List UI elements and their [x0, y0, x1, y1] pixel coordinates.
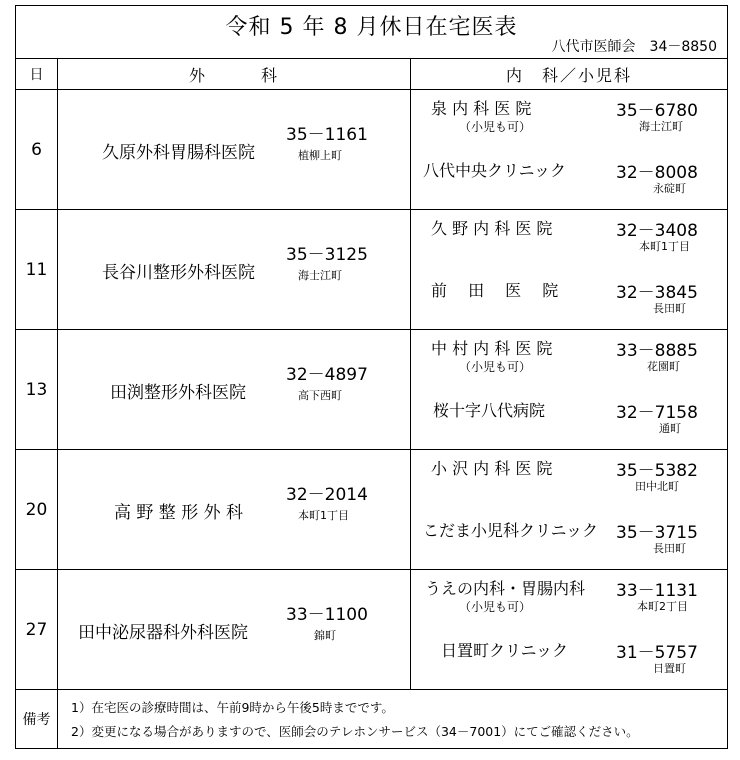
internal-clinic-name: 日置町クリニック [441, 641, 569, 660]
remark-item: 1）在宅医の診療時間は、午前9時から午後5時までです。 [71, 700, 394, 715]
surgery-town: 高下西町 [298, 389, 342, 402]
internal-phone: 35－3715 [616, 523, 698, 543]
internal-clinic-name: 桜十字八代病院 [433, 401, 546, 420]
internal-clinic [411, 152, 727, 212]
surgery-clinic-name: 長谷川整形外科医院 [102, 263, 255, 283]
internal-phone: 35－6780 [616, 101, 698, 121]
internal-phone: 33－8885 [616, 341, 698, 361]
internal-clinic-name: 中 村 内 科 医 院 [431, 339, 553, 358]
internal-town: 花園町 [647, 360, 680, 373]
internal-clinic-name: 八代中央クリニック [423, 161, 567, 180]
day-cell: 20 [16, 450, 58, 569]
surgery-clinic-name: 田中泌尿器科外科医院 [78, 623, 248, 643]
surgery-town: 海士江町 [298, 269, 342, 282]
internal-phone: 35－5382 [616, 461, 698, 481]
surgery-clinic-name: 高 野 整 形 外 科 [114, 503, 244, 523]
internal-clinic-name: 久 野 内 科 医 院 [431, 219, 553, 238]
pediatrics-note: （小児も可） [459, 600, 532, 614]
internal-town: 本町1丁目 [639, 240, 690, 253]
internal-cell [411, 450, 727, 569]
internal-clinic-name: 前 田 医 院 [431, 281, 559, 300]
title-block [16, 6, 727, 58]
internal-phone: 32－8008 [616, 163, 698, 183]
internal-town: 長田町 [653, 542, 686, 555]
surgery-cell [58, 330, 411, 449]
surgery-clinic-name: 久原外科胃腸科医院 [102, 143, 255, 163]
internal-clinic [411, 272, 727, 332]
internal-town: 通町 [659, 422, 681, 435]
internal-town: 本町2丁目 [637, 600, 688, 613]
surgery-clinic-name: 田渕整形外科医院 [110, 383, 246, 403]
internal-clinic [411, 632, 727, 692]
internal-clinic-name: うえの内科・胃腸内科 [425, 579, 586, 598]
surgery-phone: 35－3125 [286, 245, 368, 265]
internal-phone: 32－7158 [616, 403, 698, 423]
surgery-phone: 33－1100 [286, 605, 368, 625]
internal-clinic [411, 210, 727, 270]
day-cell: 27 [16, 570, 58, 689]
remarks-label: 備考 [16, 690, 58, 748]
day-cell: 13 [16, 330, 58, 449]
remark-item: 2）変更になる場合がありますので、医師会のテレホンサービス（34－7001）にてご確認ください。 [71, 724, 639, 739]
internal-town: 日置町 [653, 662, 686, 675]
day-cell: 6 [16, 90, 58, 209]
internal-clinic-name: 泉 内 科 医 院 [431, 99, 532, 118]
internal-phone: 32－3408 [616, 221, 698, 241]
pediatrics-note: （小児も可） [459, 360, 532, 374]
internal-clinic [411, 512, 727, 572]
internal-cell [411, 570, 727, 689]
header-surgery: 外 科 [58, 58, 411, 90]
internal-town: 海士江町 [639, 120, 683, 133]
internal-clinic [411, 90, 727, 150]
internal-cell [411, 330, 727, 449]
internal-clinic [411, 450, 727, 510]
internal-clinic [411, 392, 727, 452]
internal-town: 永碇町 [653, 182, 686, 195]
surgery-cell [58, 90, 411, 209]
surgery-cell [58, 450, 411, 569]
internal-phone: 32－3845 [616, 283, 698, 303]
internal-cell [411, 90, 727, 209]
internal-phone: 33－1131 [616, 581, 698, 601]
internal-cell [411, 210, 727, 329]
internal-clinic-name: こだま小児科クリニック [423, 521, 599, 540]
day-cell: 11 [16, 210, 58, 329]
internal-clinic [411, 570, 727, 630]
header-day: 日 [16, 58, 58, 90]
schedule-row [16, 330, 727, 450]
internal-phone: 31－5757 [616, 643, 698, 663]
header-internal-pediatrics: 内 科／小児科 [411, 58, 727, 90]
surgery-town: 植柳上町 [298, 149, 342, 162]
schedule-row [16, 570, 727, 690]
surgery-phone: 32－2014 [286, 485, 368, 505]
holiday-doctor-schedule [15, 5, 728, 749]
schedule-row [16, 450, 727, 570]
internal-clinic [411, 330, 727, 390]
surgery-cell [58, 570, 411, 689]
surgery-cell [58, 210, 411, 329]
schedule-row [16, 90, 727, 210]
pediatrics-note: （小児も可） [459, 120, 532, 134]
surgery-phone: 32－4897 [286, 365, 368, 385]
internal-clinic-name: 小 沢 内 科 医 院 [431, 459, 553, 478]
surgery-town: 本町1丁目 [298, 509, 349, 522]
internal-town: 長田町 [653, 302, 686, 315]
medical-association-contact: 八代市医師会 34－8850 [551, 39, 717, 55]
page-title: 令和 5 年 8 月休日在宅医表 [225, 15, 518, 40]
surgery-phone: 35－1161 [286, 125, 368, 145]
remarks-section [16, 690, 727, 748]
schedule-row [16, 210, 727, 330]
internal-town: 田中北町 [635, 480, 679, 493]
surgery-town: 錦町 [314, 629, 336, 642]
